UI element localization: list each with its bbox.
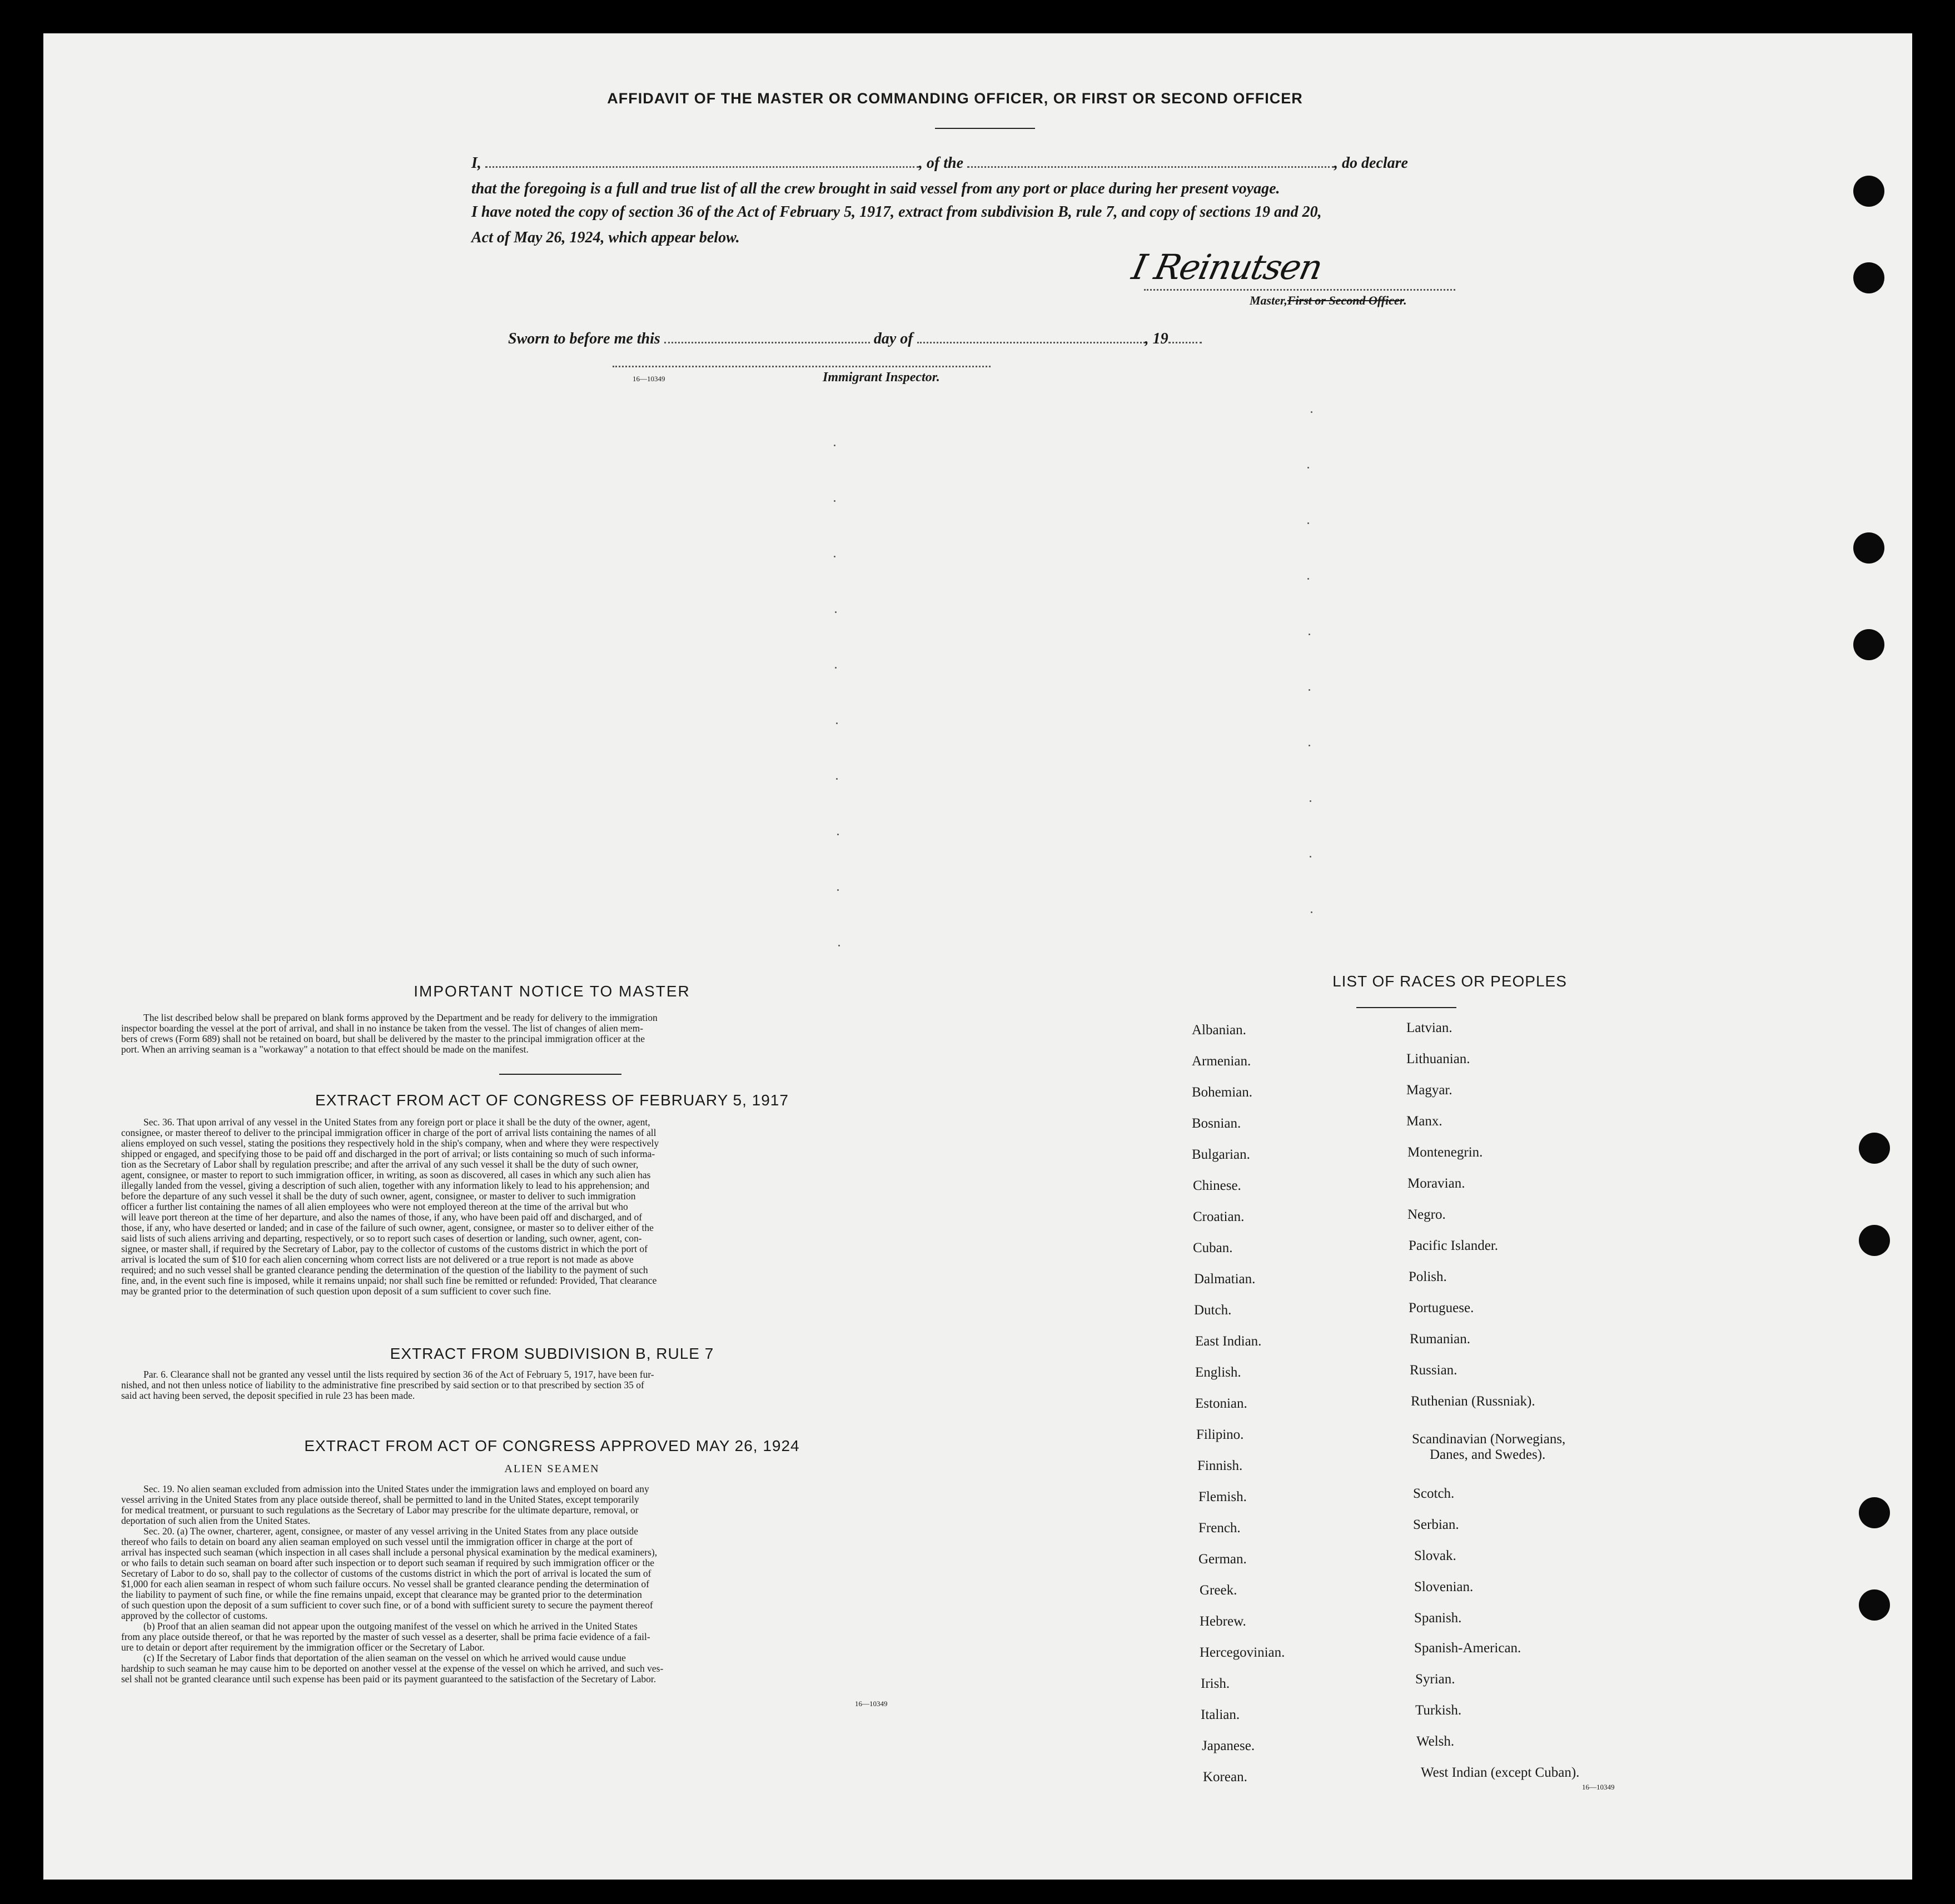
sworn-line bbox=[508, 330, 1202, 348]
race-item: Italian. bbox=[1201, 1707, 1240, 1722]
do-declare-label: , do declare bbox=[1334, 154, 1408, 172]
race-item: Bohemian. bbox=[1192, 1085, 1253, 1100]
punch-hole bbox=[1859, 1497, 1890, 1528]
extract-1924-line: approved by the collector of customs. bbox=[121, 1610, 268, 1621]
extract-1924-line: ure to detain or deport after requirement by the immigration officer or the Secretary of Labor. bbox=[121, 1642, 485, 1653]
race-item: East Indian. bbox=[1195, 1334, 1262, 1349]
punch-hole bbox=[1853, 262, 1884, 293]
races-title: LIST OF RACES OR PEOPLES bbox=[1332, 973, 1567, 990]
declaration-line-1 bbox=[471, 154, 1561, 172]
race-item: Rumanian. bbox=[1410, 1332, 1471, 1347]
extract-1917-line: those, if any, who have deserted or landed; and in case of the failure of such owner, agent, consignee, or master so to deliver either of the bbox=[121, 1222, 654, 1233]
of-the-label: , of the bbox=[918, 154, 964, 172]
extract-1924-line: from any place outside thereof, or that he was reported by the master of such vessel as a deserter, shall be prima facie evidence of a fail- bbox=[121, 1631, 650, 1642]
race-item: Finnish. bbox=[1197, 1458, 1243, 1473]
race-item: Pacific Islander. bbox=[1409, 1238, 1499, 1253]
race-item: Scandinavian (Norwegians, bbox=[1412, 1432, 1566, 1447]
race-item: Hercegovinian. bbox=[1200, 1645, 1285, 1660]
race-item: Slovak. bbox=[1414, 1548, 1456, 1563]
race-item: Chinese. bbox=[1193, 1178, 1241, 1193]
extract-1924-line: Secretary of Labor to do so, shall pay to the collector of customs of the customs district in which the port of arrival is located the sum of bbox=[121, 1568, 651, 1579]
race-item: Magyar. bbox=[1406, 1083, 1452, 1098]
race-item: Danes, and Swedes). bbox=[1430, 1447, 1546, 1462]
punch-hole bbox=[1853, 176, 1884, 207]
extract-1917-line: agent, consignee, or master to report to such immigration officer, in writing, as soon as discovered, all cases in which any such alien has bbox=[121, 1169, 651, 1180]
notice-text bbox=[121, 1013, 983, 1055]
signer-title: Master,First or Second Officer. bbox=[1250, 293, 1407, 307]
extract-1917-line: tion as the Secretary of Labor shall by regulation prescribe; and after the arrival of any such vessel it shall be the duty of such owner, bbox=[121, 1159, 639, 1170]
race-item: Greek. bbox=[1200, 1583, 1237, 1598]
extract-1924-text bbox=[121, 1484, 983, 1684]
extract-1917-line: will leave port thereon at the time of her departure, and also the names of those, if any, who have been paid off and discharged, and of bbox=[121, 1212, 643, 1223]
races-form-number: 16—10349 bbox=[1582, 1783, 1615, 1791]
rule7-line: Par. 6. Clearance shall not be granted any vessel until the lists required by section 36 of the Act of February 5, 1917, have been fur- bbox=[143, 1369, 654, 1380]
extract-1924-line: (c) If the Secretary of Labor finds that deportation of the alien seaman on the vessel on which he arrived would cause undue bbox=[143, 1652, 626, 1663]
race-item: Welsh. bbox=[1416, 1734, 1455, 1749]
master-label: Master, bbox=[1250, 293, 1287, 307]
declarant-prefix: I, bbox=[471, 154, 481, 172]
extract-1917-line: required; and no such vessel shall be granted clearance pending the determination of the question of the liability to the payment of such bbox=[121, 1264, 648, 1275]
race-item: English. bbox=[1195, 1365, 1241, 1380]
sworn-day-field[interactable] bbox=[664, 342, 870, 343]
extract-1924-line: (b) Proof that an alien seaman did not appear upon the outgoing manifest of the vessel on which he arrived in the United States bbox=[143, 1621, 638, 1632]
race-item: Russian. bbox=[1410, 1363, 1457, 1378]
extract-1917-line: Sec. 36. That upon arrival of any vessel in the United States from any foreign port or place it shall be the duty of the owner, agent, bbox=[143, 1117, 650, 1128]
extract-1924-line: Sec. 19. No alien seaman excluded from admission into the United States under the immigration laws and employed on board any bbox=[143, 1483, 649, 1494]
inspector-signature-line bbox=[613, 366, 991, 367]
sworn-month-field[interactable] bbox=[917, 342, 1145, 343]
race-item: Portuguese. bbox=[1409, 1300, 1474, 1315]
race-item: Spanish. bbox=[1414, 1611, 1462, 1626]
rule7-text bbox=[121, 1369, 983, 1401]
extract-1917-line: shipped or engaged, and specifying those to be paid off and discharged in the port of arrival; or lists containing so much of such informa- bbox=[121, 1148, 655, 1159]
notice-line: port. When an arriving seaman is a "workaway" a notation to that effect should be made on the manifest. bbox=[121, 1044, 529, 1055]
extract-1924-line: arrival has inspected such seaman (which inspection in all cases shall include a personal physical examination by the medical examiners), bbox=[121, 1547, 658, 1558]
section-rule bbox=[499, 1074, 621, 1075]
notice-line: The list described below shall be prepared on blank forms approved by the Department and be ready for delivery to the immigration bbox=[143, 1012, 658, 1023]
affidavit-title: AFFIDAVIT OF THE MASTER OR COMMANDING OFFICER, OR FIRST OR SECOND OFFICER bbox=[607, 90, 1303, 107]
master-signature: I Reinutsen bbox=[1128, 247, 1326, 287]
extract-1917-line: may be granted prior to the determination of such question upon deposit of a sum sufficient to cover such fine. bbox=[121, 1285, 551, 1297]
struck-officer-label: First or Second Officer bbox=[1287, 293, 1404, 307]
race-item: Spanish-American. bbox=[1414, 1641, 1521, 1656]
extract-1924-line: the liability to payment of such fine, or while the fine remains unpaid, except that clearance may be granted prior to the determination bbox=[121, 1589, 642, 1600]
extract-1917-line: fine, and, in the event such fine is imposed, while it remains unpaid; nor shall such fine be remitted or refunded: Provided, That clearance bbox=[121, 1275, 657, 1286]
title-rule bbox=[935, 128, 1035, 129]
race-item: German. bbox=[1198, 1552, 1247, 1567]
race-item: Scotch. bbox=[1413, 1486, 1455, 1501]
race-item: Albanian. bbox=[1192, 1023, 1246, 1038]
extract-form-number: 16—10349 bbox=[855, 1699, 888, 1708]
race-item: Ruthenian (Russniak). bbox=[1411, 1394, 1535, 1409]
year-label: , 19 bbox=[1145, 330, 1168, 347]
extract-1924-line: of such question upon the deposit of a sum sufficient to cover such fine, or of a bond with sufficient surety to secure the payment thereof bbox=[121, 1599, 653, 1611]
extract-1924-line: or who fails to detain such seaman on board after such inspection or to deport such seaman if required by such immigration officer or the bbox=[121, 1557, 654, 1568]
race-item: Serbian. bbox=[1413, 1517, 1459, 1532]
extract-1924-title: EXTRACT FROM ACT OF CONGRESS APPROVED MAY 26, 1924 bbox=[304, 1437, 800, 1454]
extract-1924-line: thereof who fails to detain on board any alien seaman employed on such vessel until the immigration officer in charge at the port of bbox=[121, 1536, 633, 1547]
extract-1917-line: aliens employed on such vessel, stating the positions they respectively hold in the ship's company, when and where they were respectively bbox=[121, 1138, 659, 1149]
race-item: Filipino. bbox=[1196, 1427, 1244, 1442]
race-item: Lithuanian. bbox=[1406, 1051, 1470, 1066]
signature-line bbox=[1144, 289, 1455, 291]
race-item: Moravian. bbox=[1407, 1176, 1465, 1191]
vessel-name-field[interactable] bbox=[967, 166, 1334, 168]
day-of-label: day of bbox=[873, 330, 913, 347]
races-rule bbox=[1356, 1007, 1456, 1008]
affidavit-form-number: 16—10349 bbox=[633, 375, 665, 383]
race-item: Croatian. bbox=[1193, 1209, 1245, 1224]
extract-1924-line: sel shall not be granted clearance until such expense has been paid or its payment guaranteed to the satisfaction of the Secretary of Labor. bbox=[121, 1673, 656, 1684]
declaration-line-2: that the foregoing is a full and true list of all the crew brought in said vessel from any port or place during her present voyage. bbox=[471, 180, 1280, 197]
extract-1924-line: deportation of such alien from the United States. bbox=[121, 1515, 311, 1526]
race-item: West Indian (except Cuban). bbox=[1421, 1765, 1580, 1780]
sworn-label: Sworn to before me this bbox=[508, 330, 660, 347]
extract-1924-line: Sec. 20. (a) The owner, charterer, agent, consignee, or master of any vessel arriving in the United States from any place outside bbox=[143, 1526, 638, 1537]
race-item: Slovenian. bbox=[1414, 1579, 1474, 1594]
race-item: Negro. bbox=[1407, 1207, 1446, 1222]
punch-hole bbox=[1859, 1133, 1890, 1164]
extract-1924-line: for medical treatment, or pursuant to such regulations as the Secretary of Labor may prescribe for the ultimate departure, removal, or bbox=[121, 1504, 639, 1516]
punch-hole bbox=[1859, 1225, 1890, 1256]
extract-1924-line: vessel arriving in the United States from any place outside thereof, shall be permitted to land in the United States, except temporarily bbox=[121, 1494, 639, 1505]
punch-hole bbox=[1853, 629, 1884, 660]
race-item: Armenian. bbox=[1192, 1054, 1251, 1069]
race-item: Estonian. bbox=[1195, 1396, 1247, 1411]
sworn-year-field[interactable] bbox=[1168, 342, 1202, 343]
race-item: Manx. bbox=[1406, 1114, 1442, 1129]
extract-1917-line: said lists of such aliens arriving and departing, respectively, or so to report such cases of desertion or landing, such owner, agent, con- bbox=[121, 1233, 642, 1244]
race-item: Dalmatian. bbox=[1194, 1272, 1256, 1287]
rule7-line: nished, and not then unless notice of liability to the administrative fine prescribed by said section or to that prescribed by section 35 of bbox=[121, 1379, 644, 1390]
extract-1924-line: hardship to such seaman he may cause him to be deported on another vessel at the expense of the vessel on which he arrived, and such ves- bbox=[121, 1663, 664, 1674]
race-item: Flemish. bbox=[1198, 1489, 1247, 1504]
race-item: Korean. bbox=[1203, 1770, 1247, 1785]
notice-line: bers of crews (Form 689) shall not be retained on board, but shall be delivered by the master to the principal immigration officer at the bbox=[121, 1033, 645, 1044]
race-item: Latvian. bbox=[1406, 1020, 1452, 1035]
extract-1917-line: officer a further list containing the names of all alien employees who were not employed thereon at the time of the arrival but who bbox=[121, 1201, 628, 1212]
race-item: Bulgarian. bbox=[1192, 1147, 1250, 1162]
race-item: French. bbox=[1198, 1521, 1241, 1536]
race-item: Bosnian. bbox=[1192, 1116, 1241, 1131]
extract-1917-title: EXTRACT FROM ACT OF CONGRESS OF FEBRUARY 5, 1917 bbox=[315, 1091, 789, 1109]
alien-seamen-subtitle: ALIEN SEAMEN bbox=[504, 1463, 600, 1475]
inspector-label: Immigrant Inspector. bbox=[823, 370, 940, 385]
extract-1917-line: illegally landed from the vessel, giving a description of such alien, together with any information likely to lead to his apprehension; and bbox=[121, 1180, 650, 1191]
rule7-title: EXTRACT FROM SUBDIVISION B, RULE 7 bbox=[390, 1345, 714, 1362]
rule7-line: said act having been served, the deposit specified in rule 23 has been made. bbox=[121, 1390, 415, 1401]
declaration-line-4: Act of May 26, 1924, which appear below. bbox=[471, 229, 740, 246]
extract-1917-line: arrival is located the sum of $10 for each alien concerning whom correct lists are not delivered or a true report is not made as above bbox=[121, 1254, 634, 1265]
extract-1917-text bbox=[121, 1117, 983, 1297]
form-page bbox=[43, 33, 1912, 1880]
declaration-line-3: I have noted the copy of section 36 of the Act of February 5, 1917, extract from subdivision B, rule 7, and copy of sections 19 and 20, bbox=[471, 203, 1322, 221]
punch-hole bbox=[1859, 1589, 1890, 1621]
extract-1917-line: consignee, or master thereof to deliver to the principal immigration officer in charge of the port of arrival lists containing the names of all bbox=[121, 1127, 656, 1138]
extract-1917-line: before the departure of any such vessel it shall be the duty of such owner, agent, consignee, or master to deliver to such immigration bbox=[121, 1190, 636, 1202]
extract-1917-line: signee, or master shall, if required by the Secretary of Labor, pay to the collector of customs of the customs district in which the port of bbox=[121, 1243, 648, 1254]
declarant-name-field[interactable] bbox=[485, 166, 919, 168]
race-item: Montenegrin. bbox=[1407, 1145, 1483, 1160]
race-item: Japanese. bbox=[1202, 1738, 1255, 1753]
race-item: Turkish. bbox=[1415, 1703, 1462, 1718]
race-item: Syrian. bbox=[1415, 1672, 1455, 1687]
race-item: Dutch. bbox=[1194, 1303, 1232, 1318]
punch-hole bbox=[1853, 532, 1884, 564]
race-item: Irish. bbox=[1201, 1676, 1230, 1691]
race-item: Cuban. bbox=[1193, 1240, 1233, 1255]
race-item: Hebrew. bbox=[1200, 1614, 1246, 1629]
extract-1924-line: $1,000 for each alien seaman in respect of whom such failure occurs. No vessel shall be granted clearance pending the determination of bbox=[121, 1578, 649, 1589]
race-item: Polish. bbox=[1409, 1269, 1447, 1284]
notice-line: inspector boarding the vessel at the port of arrival, and shall in no instance be taken from the vessel. The list of changes of alien mem- bbox=[121, 1023, 644, 1034]
notice-title: IMPORTANT NOTICE TO MASTER bbox=[414, 983, 690, 1000]
